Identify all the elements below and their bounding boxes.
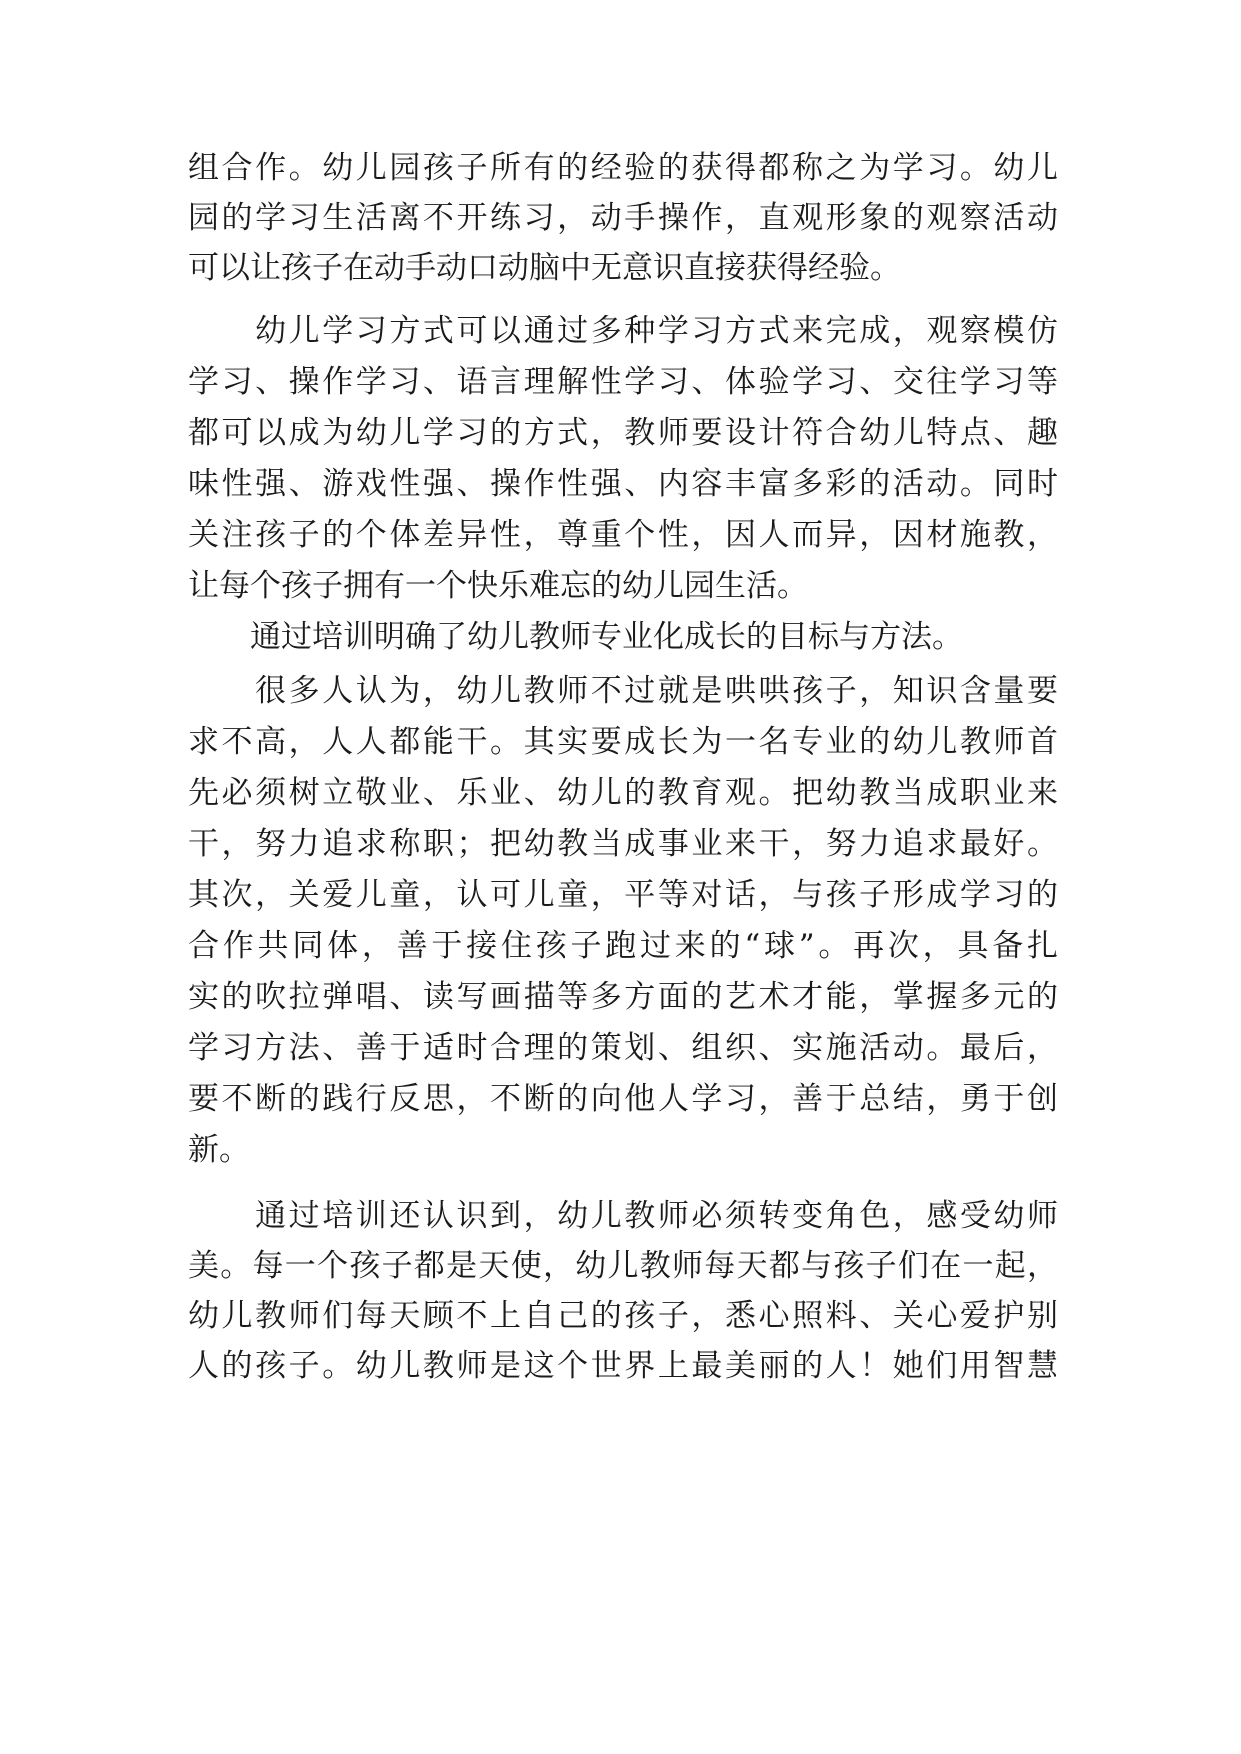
text-line: 关注孩子的个体差异性，尊重个性，因人而异，因材施教，	[188, 517, 1058, 553]
text-line: 通过培训还认识到，幼儿教师必须转变角色，感受幼师	[188, 1198, 1058, 1234]
text-line: 味性强、游戏性强、操作性强、内容丰富多彩的活动。同时	[188, 466, 1058, 502]
text-line: 园的学习生活离不开练习，动手操作，直观形象的观察活动	[188, 200, 1058, 236]
text-line: 都可以成为幼儿学习的方式，教师要设计符合幼儿特点、趣	[188, 415, 1058, 451]
text-line: 通过培训明确了幼儿教师专业化成长的目标与方法。	[188, 619, 963, 655]
text-line: 实的吹拉弹唱、读写画描等多方面的艺术才能，掌握多元的	[188, 979, 1058, 1015]
text-line: 幼儿学习方式可以通过多种学习方式来完成，观察模仿	[188, 313, 1058, 349]
text-line: 新。	[188, 1132, 250, 1168]
text-line: 美。每一个孩子都是天使，幼儿教师每天都与孩子们在一起，	[188, 1248, 1058, 1284]
text-line: 学习方法、善于适时合理的策划、组织、实施活动。最后，	[188, 1030, 1058, 1066]
text-line: 幼儿教师们每天顾不上自己的孩子，悉心照料、关心爱护别	[188, 1298, 1058, 1334]
text-line: 干，努力追求称职；把幼教当成事业来干，努力追求最好。	[188, 826, 1058, 862]
text-line: 其次，关爱儿童，认可儿童，平等对话，与孩子形成学习的	[188, 877, 1058, 913]
text-line: 组合作。幼儿园孩子所有的经验的获得都称之为学习。幼儿	[188, 150, 1058, 186]
text-line: 先必须树立敬业、乐业、幼儿的教育观。把幼教当成职业来	[188, 775, 1058, 811]
text-line: 学习、操作学习、语言理解性学习、体验学习、交往学习等	[188, 364, 1058, 400]
text-line: 要不断的践行反思，不断的向他人学习，善于总结，勇于创	[188, 1081, 1058, 1117]
text-line: 让每个孩子拥有一个快乐难忘的幼儿园生活。	[188, 568, 808, 604]
text-line: 合作共同体，善于接住孩子跑过来的“球”。再次，具备扎	[188, 928, 1058, 964]
text-line: 很多人认为，幼儿教师不过就是哄哄孩子，知识含量要	[188, 673, 1058, 709]
text-line: 人的孩子。幼儿教师是这个世界上最美丽的人！她们用智慧	[188, 1348, 1058, 1384]
text-line: 可以让孩子在动手动口动脑中无意识直接获得经验。	[188, 250, 901, 286]
text-line: 求不高，人人都能干。其实要成长为一名专业的幼儿教师首	[188, 724, 1058, 760]
